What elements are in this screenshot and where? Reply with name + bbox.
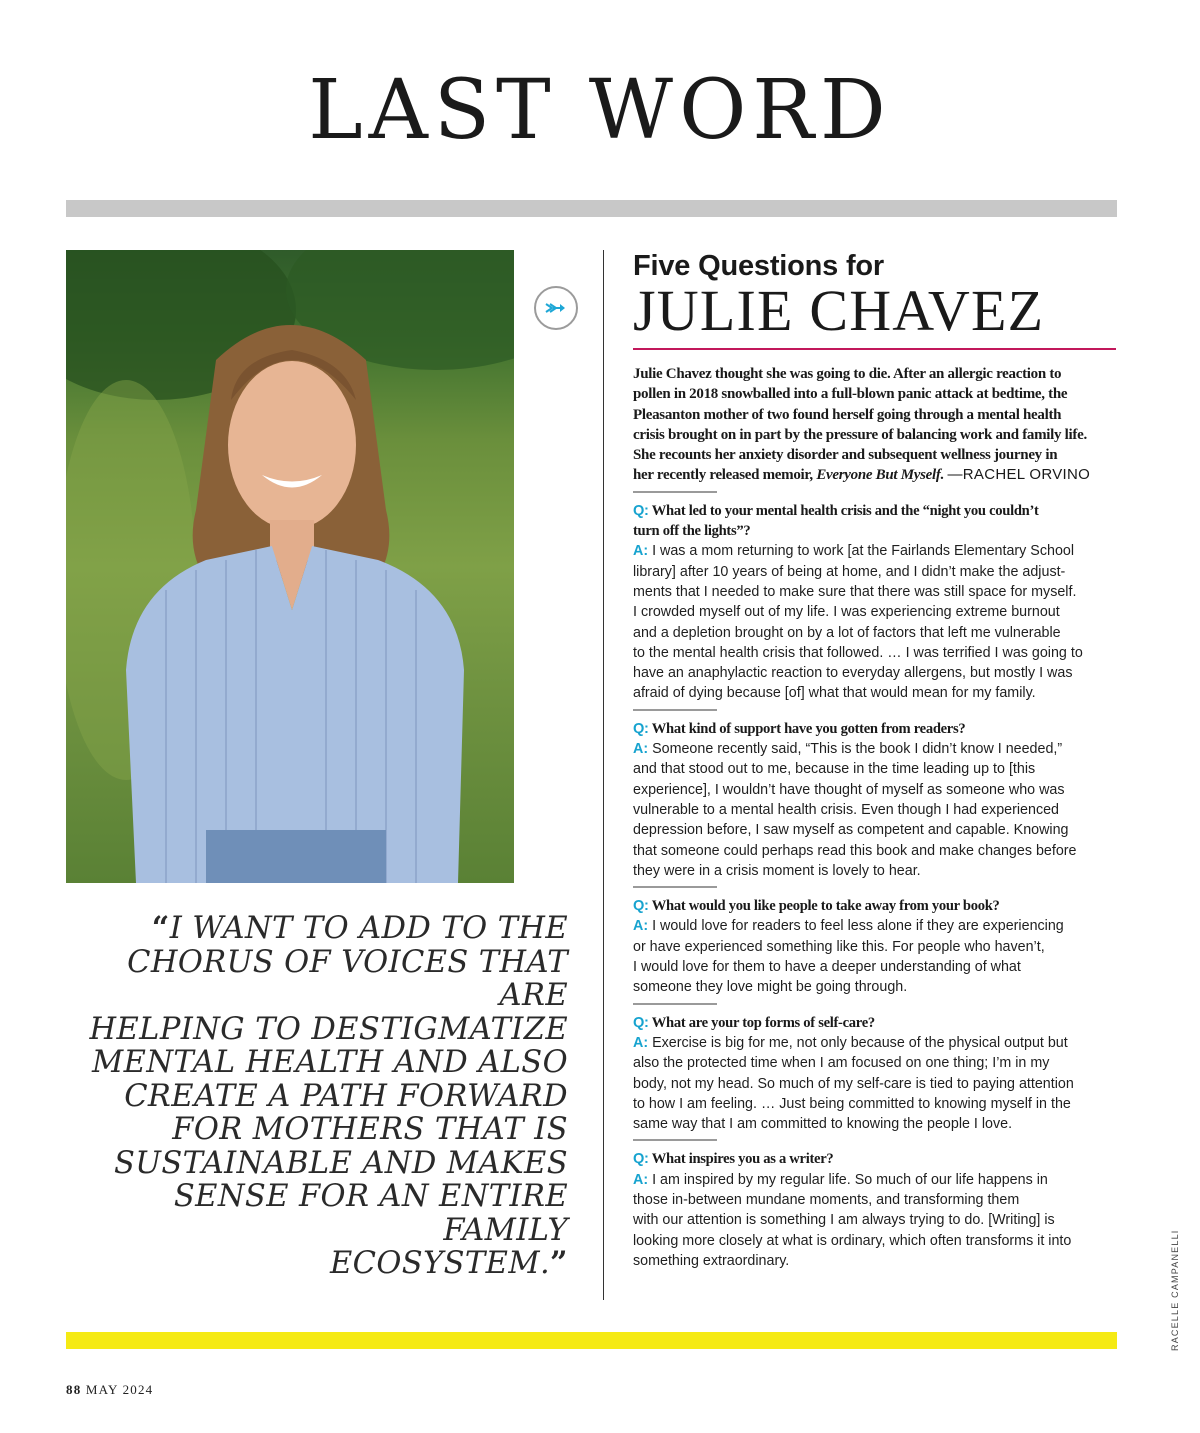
question-tag: Q: bbox=[633, 1151, 649, 1168]
close-quote-mark: ” bbox=[550, 1245, 568, 1281]
qa-item bbox=[633, 1003, 1120, 1135]
question-tag: Q: bbox=[633, 1014, 649, 1031]
question bbox=[633, 896, 1120, 916]
question bbox=[633, 501, 1120, 542]
section-title: LAST WORD bbox=[308, 63, 892, 158]
intro-text: Julie Chavez thought she was going to die. After an allergic reaction to pollen in 2018 snowballed into a full-blown panic attack at bedtime, the Pleasanton mother of two found herself going through a mental health crisis brought on in part by the pressure of balancing work and family life. She recounts her anxiety disorder and subsequent wellness journey in her recently released memoir, bbox=[633, 366, 1087, 484]
continue-badge bbox=[534, 286, 578, 330]
article-column bbox=[633, 250, 1120, 1271]
pull-quote-text: I WANT TO ADD TO THE CHORUS OF VOICES THAT ARE HELPING TO DESTIGMATIZE MENTAL HEALTH AND ALSO CREATE A PATH FORWARD FOR MOTHERS THAT IS SUSTAINABLE AND MAKES SENSE FOR AN ENTIRE FAMILY ECOSYSTEM. bbox=[89, 911, 568, 1281]
issue-date: MAY 2024 bbox=[85, 1382, 154, 1397]
question-tag: Q: bbox=[633, 898, 649, 915]
answer bbox=[633, 916, 1120, 997]
page-number: 88 bbox=[66, 1382, 82, 1397]
question bbox=[633, 1013, 1120, 1033]
question-text: What would you like people to take away from your book? bbox=[651, 898, 1000, 915]
qa-divider bbox=[633, 709, 717, 711]
question-text: What inspires you as a writer? bbox=[651, 1151, 834, 1168]
bottom-divider bbox=[66, 1332, 1117, 1349]
qa-item bbox=[633, 1139, 1120, 1271]
article-intro bbox=[633, 364, 1120, 486]
question-text: What kind of support have you gotten from readers? bbox=[651, 720, 966, 737]
answer bbox=[633, 1033, 1120, 1134]
portrait-photo bbox=[66, 250, 514, 883]
question-tag: Q: bbox=[633, 720, 649, 737]
qa-divider bbox=[633, 1003, 717, 1005]
answer-text: Exercise is big for me, not only because of the physical output but also the protected time when I am focused on one thing; I’m in my body, not my head. So much of my self-care is tied to paying attention to how I am feeling. … Just being committed to knowing myself in the same way that I am committed to knowing the people I love. bbox=[633, 1034, 1074, 1133]
question-text: What are your top forms of self-care? bbox=[651, 1014, 875, 1031]
article-headline: JULIE CHAVEZ bbox=[633, 278, 1045, 343]
answer-tag: A: bbox=[633, 543, 649, 560]
answer bbox=[633, 541, 1120, 703]
headline-rule bbox=[633, 348, 1116, 350]
answer-tag: A: bbox=[633, 918, 649, 935]
qa-divider bbox=[633, 491, 717, 493]
photo-credit-text: RACELLE CAMPANELLI bbox=[1170, 1229, 1180, 1351]
qa-item bbox=[633, 491, 1120, 704]
qa-divider bbox=[633, 886, 717, 888]
column-divider bbox=[603, 250, 604, 1300]
photo-credit bbox=[1157, 1229, 1180, 1351]
arrow-right-icon bbox=[545, 301, 567, 315]
answer-text: I am inspired by my regular life. So much of our life happens in those in-between mundane moments, and transforming them with our attention is something I am always trying to do. [Writing] is looking more closely at what is ordinary, which often transforms it into something extraordinary. bbox=[633, 1171, 1072, 1269]
question-tag: Q: bbox=[633, 502, 649, 519]
answer bbox=[633, 1170, 1120, 1271]
answer-text: Someone recently said, “This is the book I didn’t know I needed,” and that stood out to me, because in the time leading up to [this experience], I wouldn’t have thought of myself as someone who was vulnerable to a mental health crisis. Even though I had experienced depression before, I saw myself as competent and capable. Knowing that someone could perhaps read this book and make changes before they were in a crisis moment is lovely to hear. bbox=[633, 741, 1077, 879]
answer bbox=[633, 739, 1120, 881]
book-title: Everyone But Myself. bbox=[816, 467, 945, 484]
answer-tag: A: bbox=[633, 1034, 649, 1051]
answer-text: I was a mom returning to work [at the Fairlands Elementary School library] after 10 years of being at home, and I didn’t make the adjust- ments that I needed to make sure that there was still space for myself. I crowded myself out of my life. I was experiencing extreme burnout and a depletion brought on by a lot of factors that left me vulnerable to the mental health crisis that followed. … I was terrified I was going to have an anaphylactic reaction to everyday allergens, but mostly I was afraid of dying because [of] what that would mean for my family. bbox=[633, 543, 1083, 702]
question bbox=[633, 1149, 1120, 1169]
byline: —RACHEL ORVINO bbox=[947, 466, 1091, 484]
pull-quote bbox=[66, 912, 568, 1281]
answer-text: I would love for readers to feel less alone if they are experiencing or have experienced something like this. For people who haven’t, I would love for them to have a deeper understanding of what someone they love might be going through. bbox=[633, 918, 1064, 996]
folio bbox=[66, 1382, 153, 1398]
question-text: What led to your mental health crisis and the “night you couldn’t turn off the lights”? bbox=[633, 502, 1039, 540]
qa-item bbox=[633, 709, 1120, 881]
article-kicker: Five Questions for bbox=[633, 250, 884, 282]
question bbox=[633, 719, 1120, 739]
qa-divider bbox=[633, 1139, 717, 1141]
answer-tag: A: bbox=[633, 741, 649, 758]
answer-tag: A: bbox=[633, 1171, 649, 1188]
top-divider bbox=[66, 200, 1117, 217]
open-quote-mark: “ bbox=[151, 910, 170, 946]
qa-item bbox=[633, 886, 1120, 997]
